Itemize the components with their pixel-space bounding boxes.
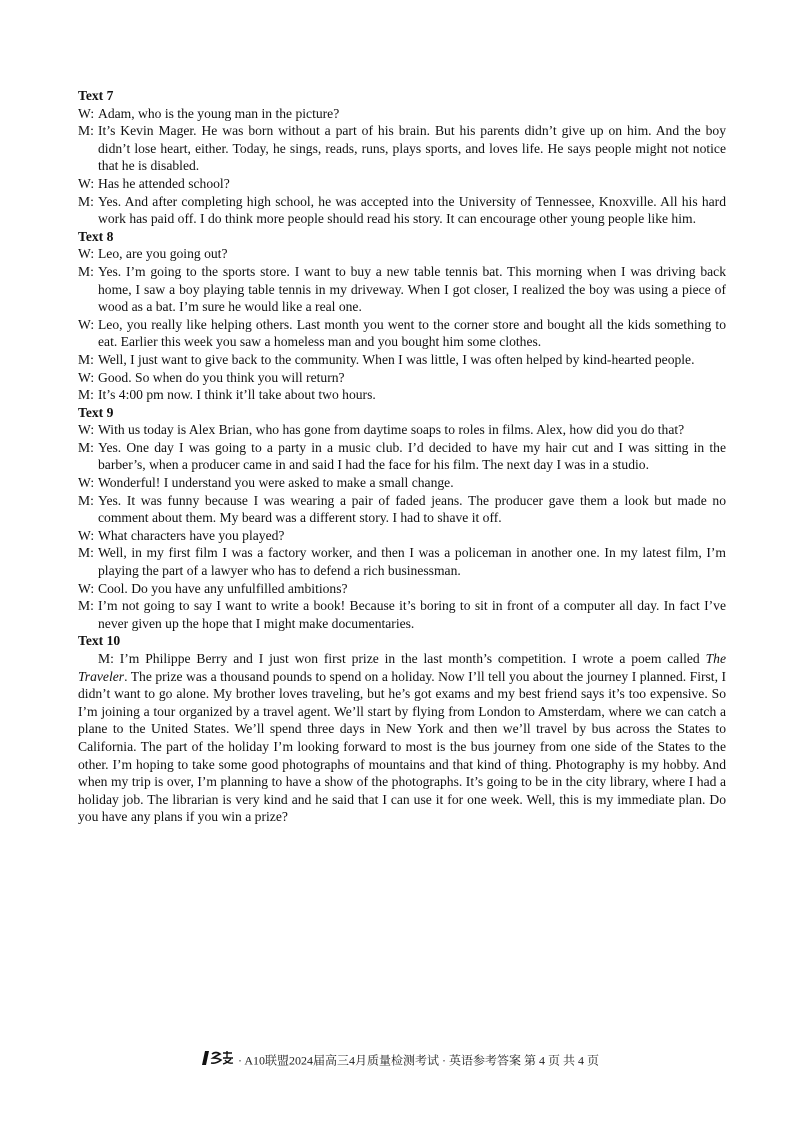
dialogue-text: Leo, you really like helping others. Last month you went to the corner store and bought all the kids something to eat. Earlier this week you saw a homeless man and you bought him some clothes. [98,316,726,350]
dialogue-turn [78,580,726,598]
monologue-text: I’m Philippe Berry and I just won first prize in the last month’s competition. I wrote a poem called [119,651,700,666]
dialogue-text: With us today is Alex Brian, who has gone from daytime soaps to roles in films. Alex, how did you do that? [98,422,685,438]
dialogue-text: It’s 4:00 pm now. I think it’ll take about two hours. [98,387,376,403]
section-heading: Text 7 [78,88,114,103]
dialogue-turn [78,544,726,579]
dialogue-turn [78,263,726,316]
dialogue-turn [78,492,726,527]
answer-key-content [78,87,726,826]
page-footer [0,1050,800,1070]
dialogue-text: Has he attended school? [98,175,230,191]
dialogue-text: Yes. I’m going to the sports store. I want to buy a new table tennis bat. This morning when I was driving back home, I saw a boy playing table tennis in my driveway. When I got closer, I realized the boy was using a piece of wood as a bat. I’m sure he would like a real one. [98,263,726,315]
speaker-label: M: [78,598,94,614]
monologue-paragraph [78,650,726,826]
speaker-label: M: [98,651,114,666]
dialogue-turn [78,245,726,263]
dialogue-text: Good. So when do you think you will return? [98,369,345,385]
dialogue-text: Leo, are you going out? [98,246,228,262]
speaker-label: M: [78,263,94,279]
dialogue-text: Adam, who is the young man in the picture? [98,105,340,121]
speaker-label: M: [78,492,94,508]
dialogue-text: Yes. One day I was going to a party in a music club. I’d decided to have my hair cut and I was sitting in the barber’s, when a producer came in and said I had the face for his film. The next day I was in a studio. [98,439,726,473]
dialogue-text: What characters have you played? [98,527,285,543]
dialogue-turn [78,175,726,193]
poem-title: The Traveler [78,651,726,684]
dialogue-turn [78,122,726,175]
dialogue-text: Well, in my first film I was a factory worker, and then I was a policeman in another one. In my latest film, I’m playing the part of a lawyer who has to defend a rich businessman. [98,545,726,579]
section-heading: Text 9 [78,404,114,420]
dialogue-turn [78,316,726,351]
speaker-label: M: [78,123,94,139]
speaker-label: M: [78,545,94,561]
dialogue-turn [78,597,726,632]
speaker-label: W: [78,422,95,438]
dialogue-turn [78,386,726,404]
speaker-label: M: [78,387,94,403]
monologue-text: . The prize was a thousand pounds to spend on a holiday. Now I’ll tell you about the journey I planned. First, I didn’t want to go alone. My brother loves traveling, but he’s got exams and my best friend says it’s too expensive. So I’m joining a tour organized by a travel agent. We’ll start by flying from London to Amsterdam, where we can catch a plane to the United States. We’ll spend three days in New York and then we’ll travel by bus across the States to California. The part of the holiday I’m looking forward to most is the bus journey from one side of the States to the other. I’m hoping to take some good photographs of mountains and that kind of thing. Photography is my hobby. And when my trip is over, I’m planning to have a show of the photographs. It’s going to be in the city library, where I had a holiday job. The librarian is very kind and he said that I can use it for one week. Well, this is my immediate plan. Do you have any plans if you win a prize? [78,668,726,825]
dialogue-text: Well, I just want to give back to the community. When I was little, I was often helped by kind-hearted people. [98,351,695,367]
speaker-label: W: [78,175,95,191]
speaker-label: M: [78,193,94,209]
dialogue-text: Yes. It was funny because I was wearing a pair of faded jeans. The producer gave them a look but made no comment about them. My beard was a different story. I had to shave it off. [98,492,726,526]
dialogue-text: It’s Kevin Mager. He was born without a part of his brain. But his parents didn’t give up on him. And the boy didn’t lose heart, either. Today, he sings, reads, runs, plays sports, and loves life. He says people might not notice that he is disabled. [98,123,726,174]
dialogue-turn [78,474,726,492]
dialogue-text: Yes. And after completing high school, he was accepted into the University of Tennessee, Knoxville. All his hard work has paid off. I do think more people should read his story. It can encourage other young people like him. [98,193,726,227]
speaker-label: W: [78,246,95,262]
speaker-label: M: [78,351,94,367]
dialogue-text: Cool. Do you have any unfulfilled ambitions? [98,580,348,596]
speaker-label: M: [78,439,94,455]
dialogue-turn [78,351,726,369]
dialogue-turn [78,439,726,474]
section-heading: Text 10 [78,633,121,649]
speaker-label: W: [78,580,95,596]
dialogue-turn [78,421,726,439]
dialogue-turn [78,193,726,228]
dialogue-turn [78,369,726,387]
speaker-label: W: [78,105,95,121]
speaker-label: W: [78,475,95,491]
speaker-label: W: [78,316,95,332]
dialogue-turn [78,105,726,123]
section-heading: Text 8 [78,228,114,244]
dialogue-turn [78,527,726,545]
dialogue-text: I’m not going to say I want to write a book! Because it’s boring to sit in front of a computer all day. In fact I’ve never given up the hope that I might make documentaries. [98,598,726,631]
footer-text: · A10联盟2024届高三4月质量检测考试 · 英语参考答案 第 4 页 共 4 页 [238,1053,599,1068]
dialogue-text: Wonderful! I understand you were asked to make a small change. [98,475,454,491]
publisher-logo [201,1050,235,1070]
speaker-label: W: [78,527,95,543]
speaker-label: W: [78,369,95,385]
